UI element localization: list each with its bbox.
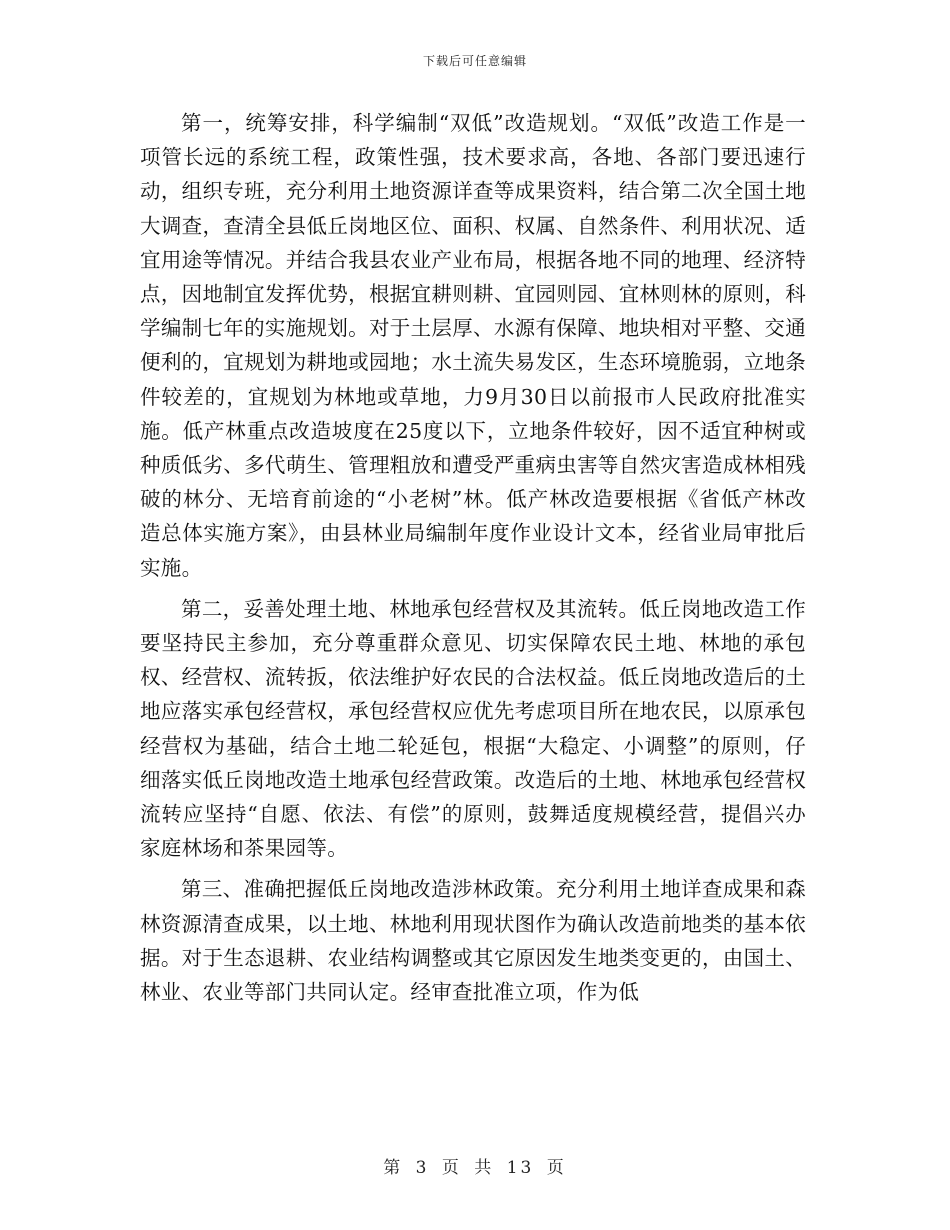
paragraph-1: 第一，统筹安排，科学编制“双低”改造规划。“双低”改造工作是一项管长远的系统工程，政策性强，技术要求高，各地、各部门要迅速行动，组织专班，充分利用土地资源详查等成果资料，结合第二次全国土地大调查，查清全县低丘岗地区位、面积、权属、自然条件、利用状况、适宜用途等情况。并结合我县农业产业布局，根据各地不同的地理、经济特点，因地制宜发挥优势，根据宜耕则耕、宜园则园、宜林则林的原则，科学编制七年的实施规划。对于土层厚、水源有保障、地块相对平整、交通便利的，宜规划为耕地或园地；水土流失易发区，生态环境脆弱，立地条件较差的，宜规划为林地或草地，力9月30日以前报市人民政府批准实施。低产林重点改造坡度在25度以下，立地条件较好，因不适宜种树或种质低劣、多代萌生、管理粗放和遭受严重病虫害等自然灾害造成林相残破的林分、无培育前途的“小老树”林。低产林改造要根据《省低产林改造总体实施方案》，由县林业局编制年度作业设计文本，经省业局审批后实施。 <box>140 111 806 580</box>
paragraph-2: 第二，妥善处理土地、林地承包经营权及其流转。低丘岗地改造工作要坚持民主参加，充分尊重群众意见、切实保障农民土地、林地的承包权、经营权、流转扳，依法维护好农民的合法权益。低丘岗地改造后的土地应落实承包经营权，承包经营权应优先考虑项目所在地农民，以原承包经营权为基础，结合土地二轮延包，根据“大稳定、小调整”的原则，仔细落实低丘岗地改造土地承包经营政策。改造后的土地、林地承包经营权流转应坚持“自愿、依法、有偿”的原则，鼓舞适度规模经营，提倡兴办家庭林场和茶果园等。 <box>140 596 806 861</box>
page-header-note: 下载后可任意编辑 <box>422 54 527 68</box>
page-number-footer: 第 3 页 共 13 页 <box>383 1158 567 1178</box>
document-body <box>140 106 806 1009</box>
paragraph-3: 第三、准确把握低丘岗地改造涉林政策。充分利用土地详查成果和森林资源清查成果，以土地、林地利用现状图作为确认改造前地类的基本依据。对于生态退耕、农业结构调整或其它原因发生地类变更的，由国土、林业、农业等部门共同认定。经审查批准立项，作为低 <box>140 877 806 1005</box>
